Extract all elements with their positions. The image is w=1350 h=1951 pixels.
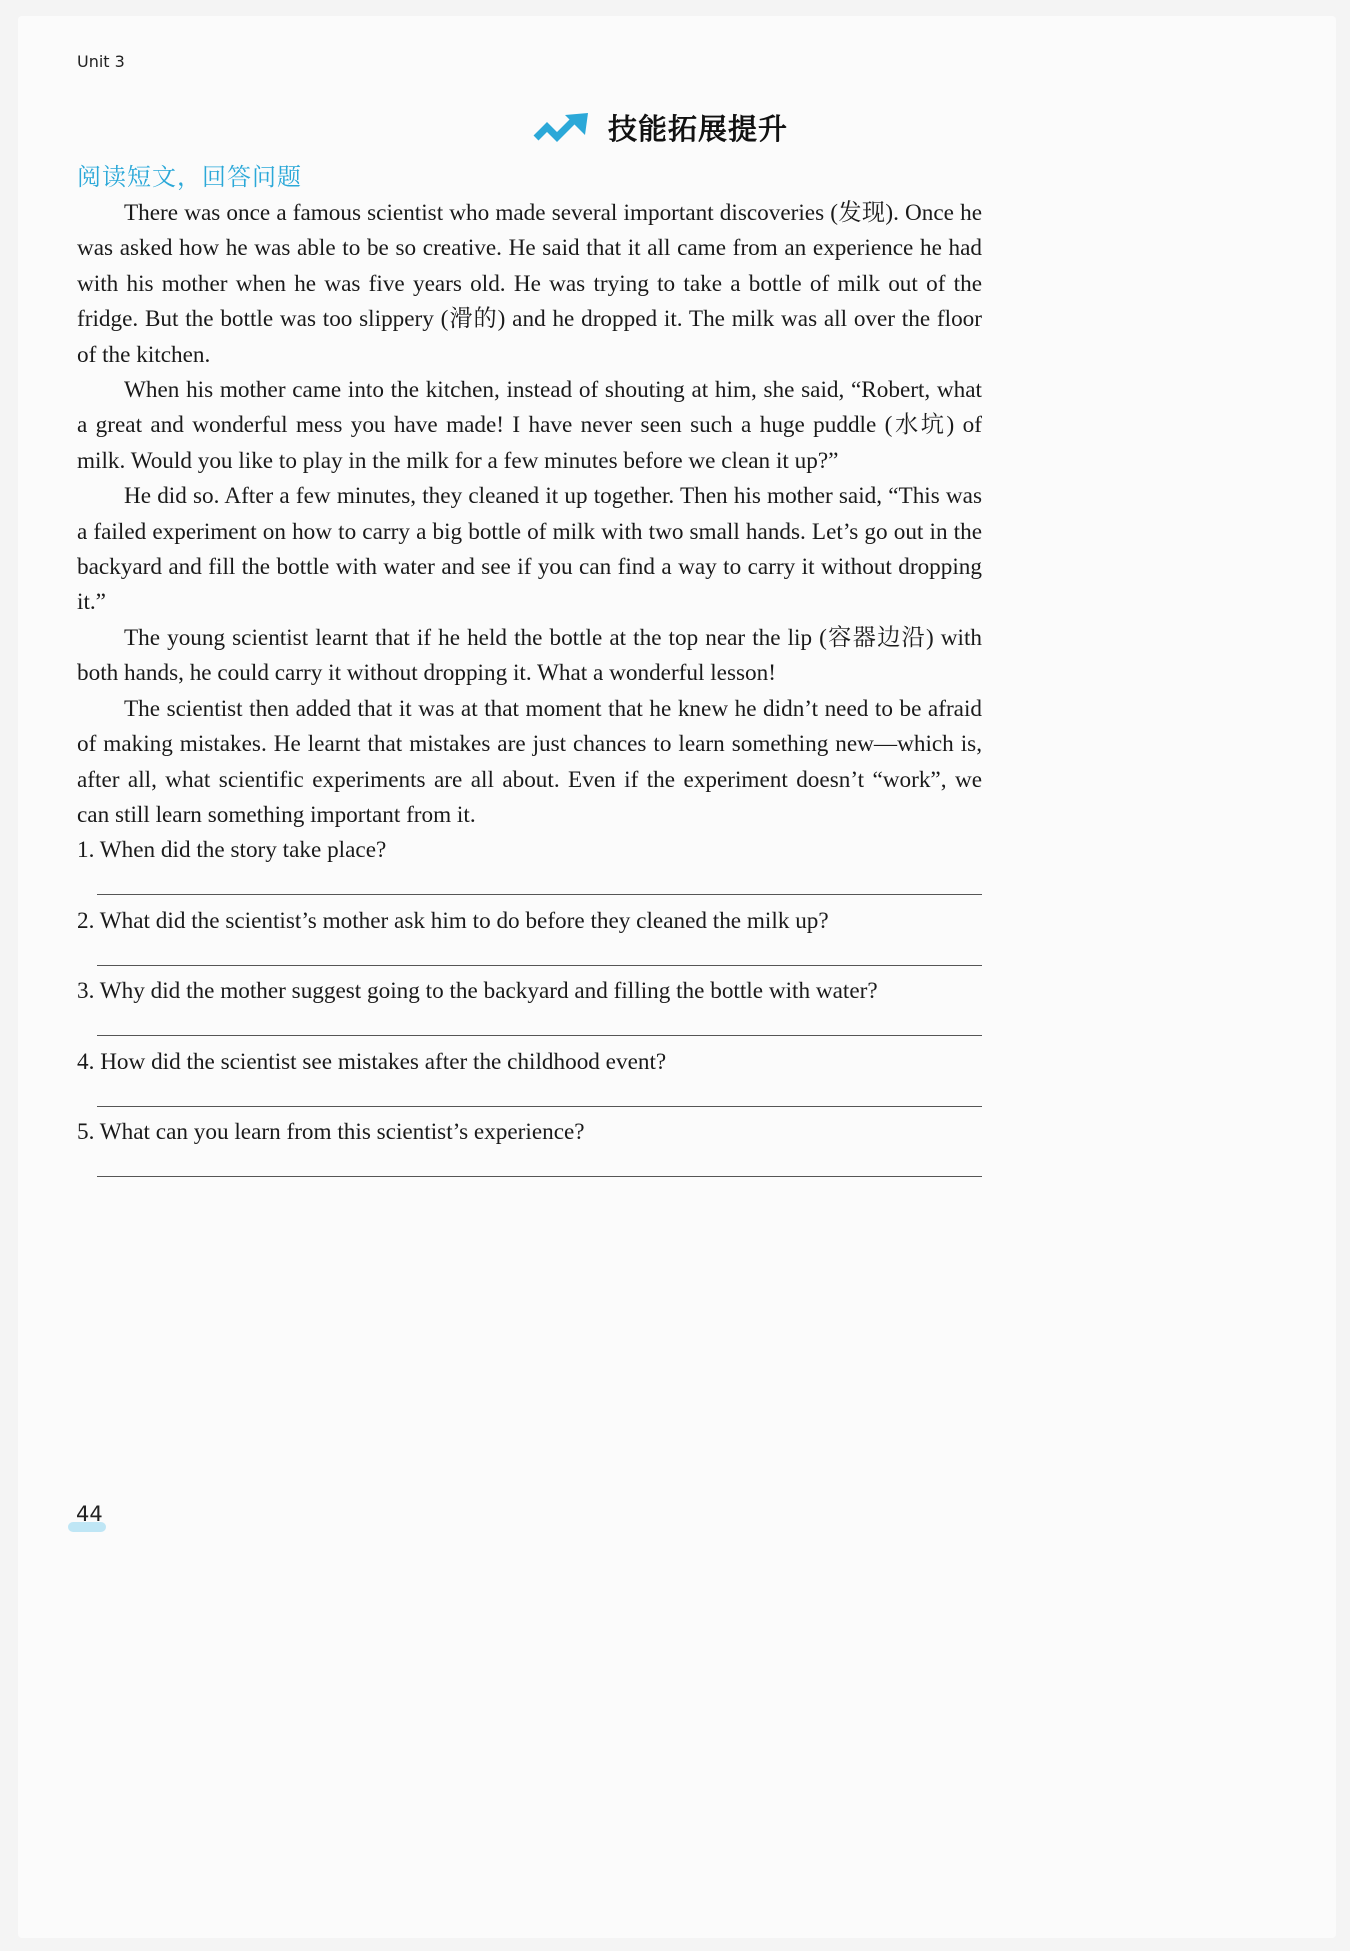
- question-text: 2. What did the scientist’s mother ask him to do before they cleaned the milk up?: [77, 907, 829, 934]
- question-item: [77, 903, 982, 974]
- question-item: [77, 832, 982, 903]
- question-list: [77, 832, 982, 1185]
- answer-line[interactable]: [97, 965, 982, 966]
- question-item: [77, 1044, 982, 1115]
- trend-arrow-icon: [532, 111, 592, 147]
- passage-paragraph: When his mother came into the kitchen, instead of shouting at him, she said, “Robert, what a great and wonderful mess you have made! I have never seen such a huge puddle (水坑) of milk. Would you like to play in the milk for a few minutes before we clean it up?”: [77, 377, 982, 474]
- question-text: 5. What can you learn from this scientist’s experience?: [77, 1119, 585, 1146]
- passage-paragraph: There was once a famous scientist who made several important discoveries (发现). Once he was asked how he was able to be so creative. He said that it all came from an experience he had with his mother when he was five years old. He was trying to take a bottle of milk out of the fridge. But the bottle was too slippery (滑的) and he dropped it. The milk was all over the floor of the kitchen.: [77, 200, 982, 368]
- answer-line[interactable]: [97, 1035, 982, 1036]
- passage-paragraph: The scientist then added that it was at that moment that he knew he didn’t need to be afraid of making mistakes. He learnt that mistakes are just chances to learn something new—which is, after all, what scientific experiments are all about. Even if the experiment doesn’t “work”, we can still learn something important from it.: [77, 695, 982, 828]
- passage-paragraph: He did so. After a few minutes, they cleaned it up together. Then his mother said, “This was a failed experiment on how to carry a big bottle of milk with two small hands. Let’s go out in the backyard and fill the bottle with water and see if you can find a way to carry it without dropping it.”: [77, 483, 982, 616]
- question-text: 1. When did the story take place?: [77, 837, 387, 863]
- unit-label: Unit 3: [77, 52, 125, 71]
- question-text: 3. Why did the mother suggest going to the backyard and filling the bottle with water?: [77, 978, 878, 1005]
- question-item: [77, 1114, 982, 1185]
- answer-line[interactable]: [97, 1176, 982, 1177]
- page-number: 44: [76, 1502, 103, 1526]
- reading-passage: [77, 196, 982, 833]
- section-title-text: 技能拓展提升: [607, 112, 788, 146]
- exercise-instruction: 阅读短文，回答问题: [77, 163, 302, 191]
- answer-line[interactable]: [97, 1106, 982, 1107]
- question-item: [77, 973, 982, 1044]
- answer-line[interactable]: [97, 894, 982, 895]
- question-text: 4. How did the scientist see mistakes after the childhood event?: [77, 1048, 667, 1075]
- section-title: [0, 105, 1350, 149]
- passage-paragraph: The young scientist learnt that if he held the bottle at the top near the lip (容器边沿) with both hands, he could carry it without dropping it. What a wonderful lesson!: [77, 624, 982, 687]
